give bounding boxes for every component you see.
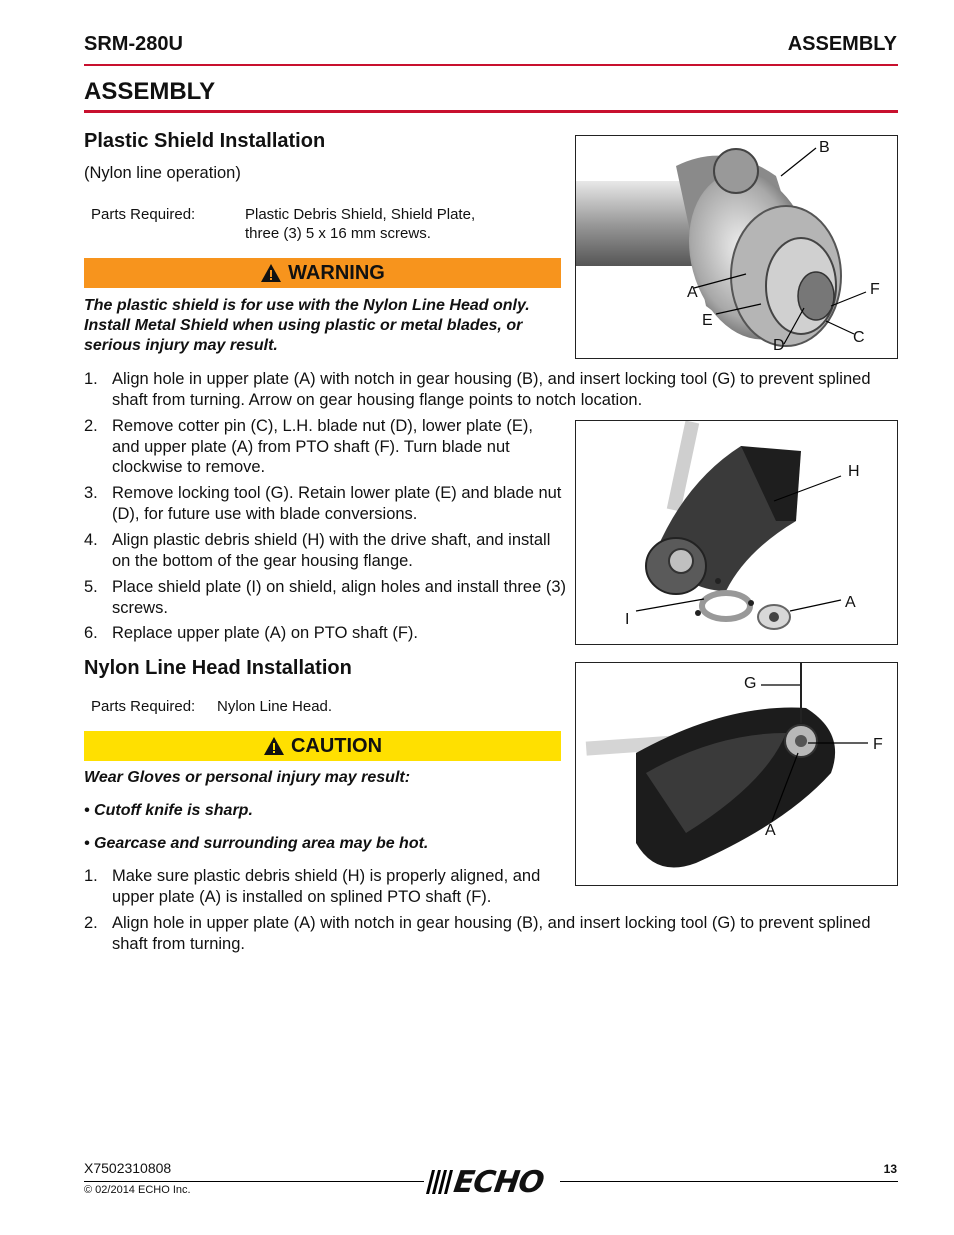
nylon-parts-value: Nylon Line Head. [217,698,333,715]
label-f: F [873,736,883,753]
label-i: I [625,611,630,628]
warning-text: The plastic shield is for use with the Nylon Line Head only. Install Metal Shield when using plastic or metal blades, or serious injury may result. [84,297,530,354]
step-text: Make sure plastic debris shield (H) is properly aligned, and upper plate (A) is installed on splined PTO shaft (F). [112,867,541,906]
page-number: 13 [883,1162,897,1176]
nylon-step-2 [84,913,898,954]
label-c: C [853,329,865,346]
shield-step-5 [84,577,568,618]
step-number: 5. [84,578,98,596]
page-title: ASSEMBLY [84,78,216,105]
label-a: A [687,284,698,301]
nylon-step-1 [84,866,568,907]
label-a: A [845,594,856,611]
shield-step-2 [84,416,562,478]
bullet-text: Gearcase and surrounding area may be hot. [94,835,429,852]
echo-logo [424,1165,560,1199]
label-e: E [702,312,713,329]
step-text: Remove cotter pin (C), L.H. blade nut (D), lower plate (E), and upper plate (A) from PTO shaft (F). Turn blade nut clockwise to remove. [112,417,533,476]
plastic-shield-subtitle: (Nylon line operation) [84,164,241,182]
parts-required-line2: three (3) 5 x 16 mm screws. [245,225,431,242]
caution-intro: Wear Gloves or personal injury may result: [84,769,411,786]
label-a: A [765,822,776,839]
label-b: B [819,139,830,156]
nylon-parts-label: Parts Required: [91,698,196,715]
warning-label: WARNING [288,261,385,284]
label-h: H [848,463,860,480]
copyright: © 02/2014 ECHO Inc. [84,1184,191,1196]
warning-banner [84,258,561,288]
caution-bullet-1 [84,801,253,821]
step-text: Align hole in upper plate (A) with notch in gear housing (B), and insert locking tool (G) to prevent splined shaft from turning. Arrow on gear housing flange points to notch location. [112,370,871,409]
caution-label: CAUTION [290,734,383,757]
shield-step-3 [84,483,562,524]
step-number: 2. [84,914,98,932]
step-number: 1. [84,867,98,885]
label-d: D [773,337,785,354]
step-text: Align hole in upper plate (A) with notch in gear housing (B), and insert locking tool (G) to prevent splined shaft from turning. [112,914,871,953]
section-name: ASSEMBLY [787,33,897,55]
model-name: SRM-280U [84,33,183,55]
footer-rule-right [560,1181,898,1182]
step-text: Replace upper plate (A) on PTO shaft (F). [112,624,418,642]
step-number: 6. [84,624,98,642]
logo-text: ECHO [451,1164,546,1200]
step-text: Place shield plate (I) on shield, align holes and install three (3) screws. [112,578,567,617]
logo-stripes-icon [424,1168,454,1196]
line-head-illustration [576,663,897,885]
step-number: 2. [84,417,98,435]
label-f: F [870,281,880,298]
part-number: X7502310808 [84,1160,172,1176]
shield-step-4 [84,530,568,571]
title-rule [84,110,898,113]
header-rule [84,64,898,66]
gear-housing-figure [575,135,898,359]
shield-step-6 [84,623,568,644]
plastic-shield-title: Plastic Shield Installation [84,130,326,152]
parts-required-line1: Plastic Debris Shield, Shield Plate, [245,206,476,223]
step-number: 3. [84,484,98,502]
bullet-marker: • [84,802,95,819]
warning-triangle-icon [260,263,282,283]
nylon-head-title: Nylon Line Head Installation [84,657,352,679]
caution-banner [84,731,561,761]
step-text: Remove locking tool (G). Retain lower plate (E) and blade nut (D), for future use with blade conversions. [112,484,562,523]
bullet-marker: • [84,835,95,852]
bullet-text: Cutoff knife is sharp. [94,802,253,819]
step-text: Align plastic debris shield (H) with the drive shaft, and install on the bottom of the gear housing flange. [112,531,551,570]
debris-shield-figure [575,420,898,645]
caution-triangle-icon [263,736,285,756]
parts-required-label: Parts Required: [91,206,196,223]
shield-step-1 [84,369,898,410]
line-head-figure [575,662,898,886]
label-g: G [744,675,757,692]
step-number: 1. [84,370,98,388]
step-number: 4. [84,531,98,549]
gear-housing-illustration [576,136,897,358]
footer-rule-left [84,1181,424,1182]
caution-bullet-2 [84,834,428,854]
